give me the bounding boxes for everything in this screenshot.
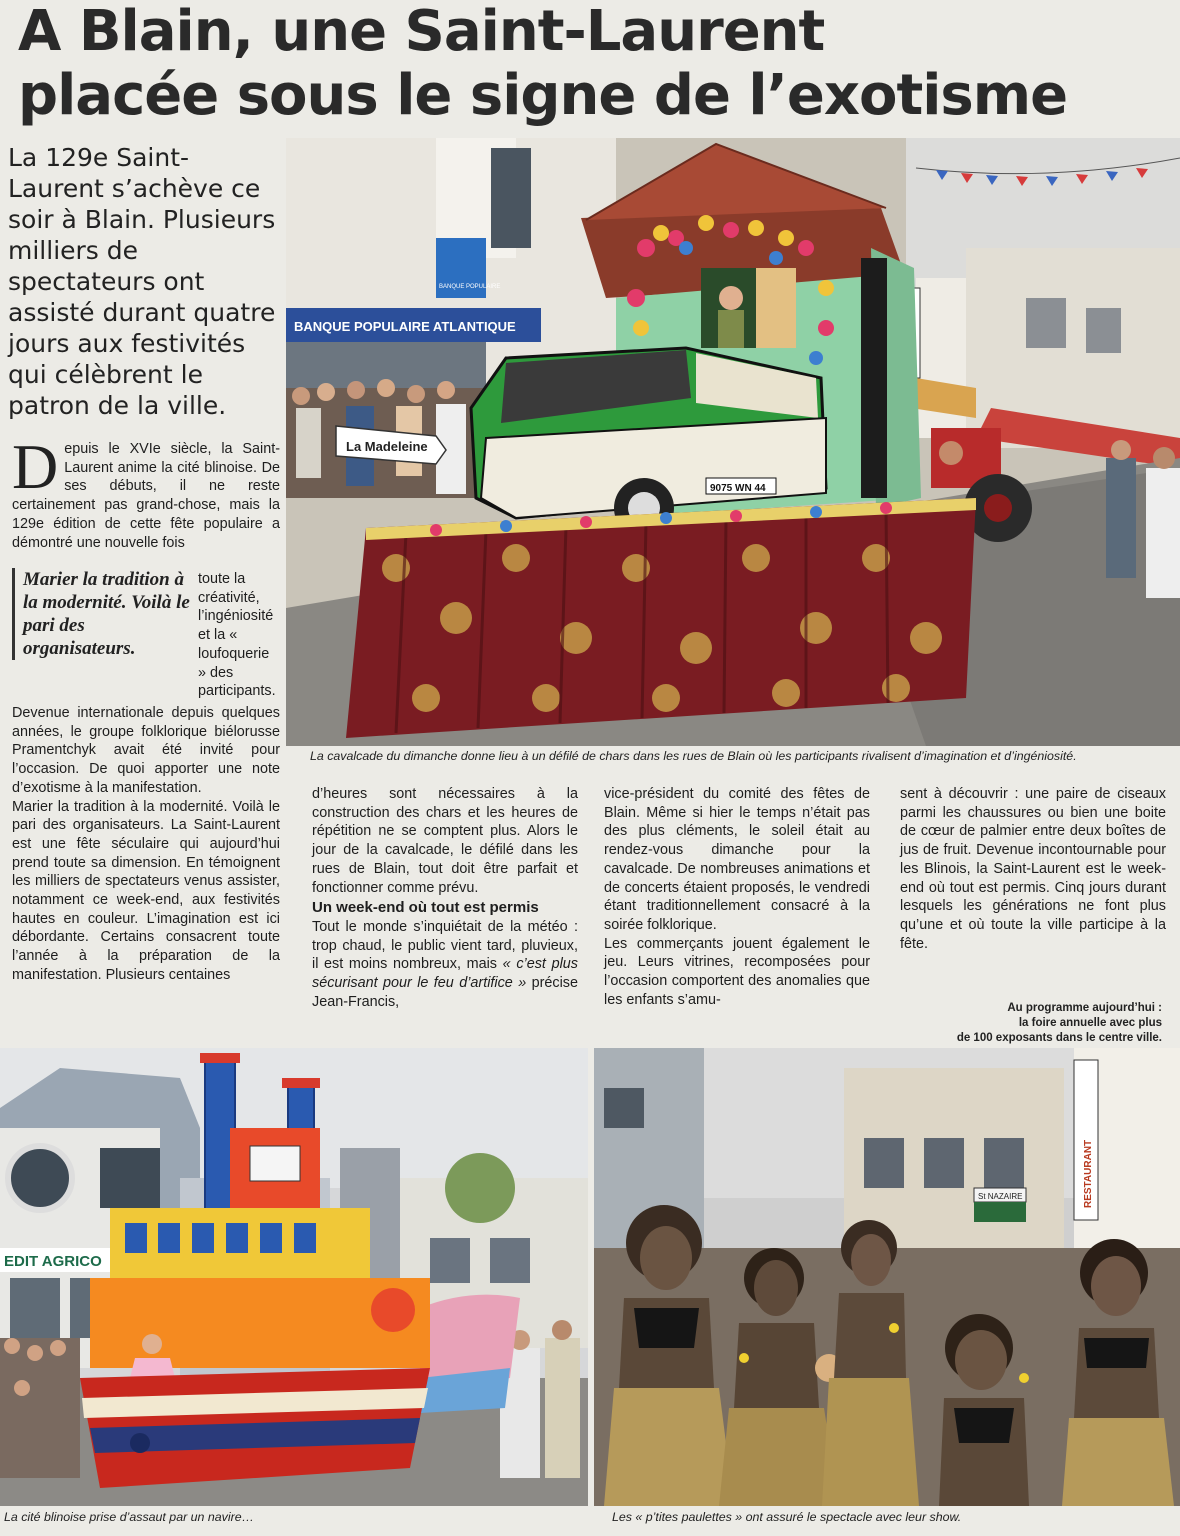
standfirst: La 129e Saint-Laurent s’achève ce soir à Blain. Plusieurs milliers de spectateurs ont assisté durant quatre jours aux festivités qui célèbrent le patron de la ville. [8,143,276,420]
town-sign: St NAZAIRE [978,1192,1023,1201]
bank-sign-boat: EDIT AGRICO [4,1253,102,1270]
main-photo [286,138,1180,746]
program-box [862,1001,1162,1046]
main-photo-caption: La cavalcade du dimanche donne lieu à un défilé de chars dans les rues de Blain où les participants rivalisent d’imagination et d’ingéniosité. [310,749,1077,763]
article-intro: epuis le XVIe siècle, la Saint-Laurent anime la cité blinoise. De ses débuts, il ne reste certainement pas grand-chose, mais la 129e édition de cette fête populaire a démontré une nouvelle fois [12,441,280,551]
street-sign: La Madeleine [346,439,428,454]
dancers-photo [594,1048,1180,1506]
article-subhead: Un week-end où tout est permis [312,899,539,917]
article-paragraph-5: vice-président du comité des fêtes de Blain. Même si hier le temps n’était pas des plus cléments, le soleil était au rendez-vous dimanche pour la cavalcade. De nombreuses animations et de concerts étaient proposés, le vendredi étant traditionnellement consacré à la soirée folklorique. [604,786,870,933]
dancers-photo-caption: Les « p’tites paulettes » ont assuré le spectacle avec leur show. [612,1510,962,1524]
article-beside-quote: toute la créativité, l’ingéniosité et la « loufoquerie » des participants. [198,571,276,700]
bank-logo-sign: BANQUE POPULAIRE [439,284,501,290]
article-quote: « c’est plus sécurisant pour le feu d’artifice » [312,956,578,992]
program-line-1: Au programme aujourd’hui : [1007,1002,1162,1014]
article-column-3 [604,785,870,1009]
article-paragraph-2: Marier la tradition à la modernité. Voilà le pari des organisateurs. La Saint-Laurent est une fête séculaire qui aujourd’hui prend toute sa dimension. En témoignent les milliers de spectateurs venus assister, notamment ce week-end, aux festivités hautes en couleur. L’imagination est ici débordante. Certains consacrent toute l’année à la préparation de la manifestation. Plusieurs centaines [12,798,280,983]
article-paragraph-1-end: Devenue internationale depuis quelques années, le groupe folklorique biélorusse Pramentchyk avait été invité pour l’occasion. De quoi apporter une note d’exotisme à la manifestation. [12,705,280,796]
headline-line-1: A Blain, une Saint-Laurent [18,0,825,64]
bank-sign: BANQUE POPULAIRE ATLANTIQUE [294,319,516,334]
article-paragraph-7: sent à découvrir : une paire de ciseaux parmi les chaussures ou bien une boite de cœur de palmier entre deux boîtes de jus de fruit. Devenue incontournable pour les Blinois, la Saint-Laurent est le week-end où tout est permis. Cinq jours durant lesquels les générations ne font plus qu’une et où toute la ville participe à la fête. [900,786,1166,952]
article-column-1 [12,431,280,552]
article-column-2 [312,785,578,1011]
article-column-4 [900,785,1166,953]
drop-cap: D [12,431,59,502]
article-paragraph-4-end: précise Jean-Francis, [312,975,578,1010]
program-line-2: la foire annuelle avec plus [1018,1017,1162,1029]
headline [18,0,1168,128]
program-line-3: de 100 exposants dans le centre ville. [956,1032,1162,1044]
article-paragraph-6: Les commerçants jouent également le jeu. Leurs vitrines, recomposées pour l’occasion comportent des anomalies que les enfants s’amu- [604,935,870,1008]
restaurant-sign: RESTAURANT [1083,1139,1094,1208]
boat-photo [0,1048,588,1506]
boat-photo-caption: La cité blinoise prise d’assaut par un navire… [4,1510,255,1524]
headline-line-2: placée sous le signe de l’exotisme [18,63,1068,128]
license-plate: 9075 WN 44 [710,483,766,494]
pull-quote: Marier la tradition à la modernité. Voilà le pari des organisateurs. [12,568,199,660]
article-paragraph-3: d’heures sont nécessaires à la construction des chars et les heures de répétition ne se comptent plus. Alors le jour de la cavalcade, le défilé dans les rues de Blain, tout doit être parfait et fonctionner comme prévu. [312,786,578,896]
article-column-1-continued [12,704,280,985]
article-paragraph-4-start: Tout le monde s’inquiétait de la météo : trop chaud, le public vient tard, pluvieux, il est moins nombreux, mais [312,918,578,973]
